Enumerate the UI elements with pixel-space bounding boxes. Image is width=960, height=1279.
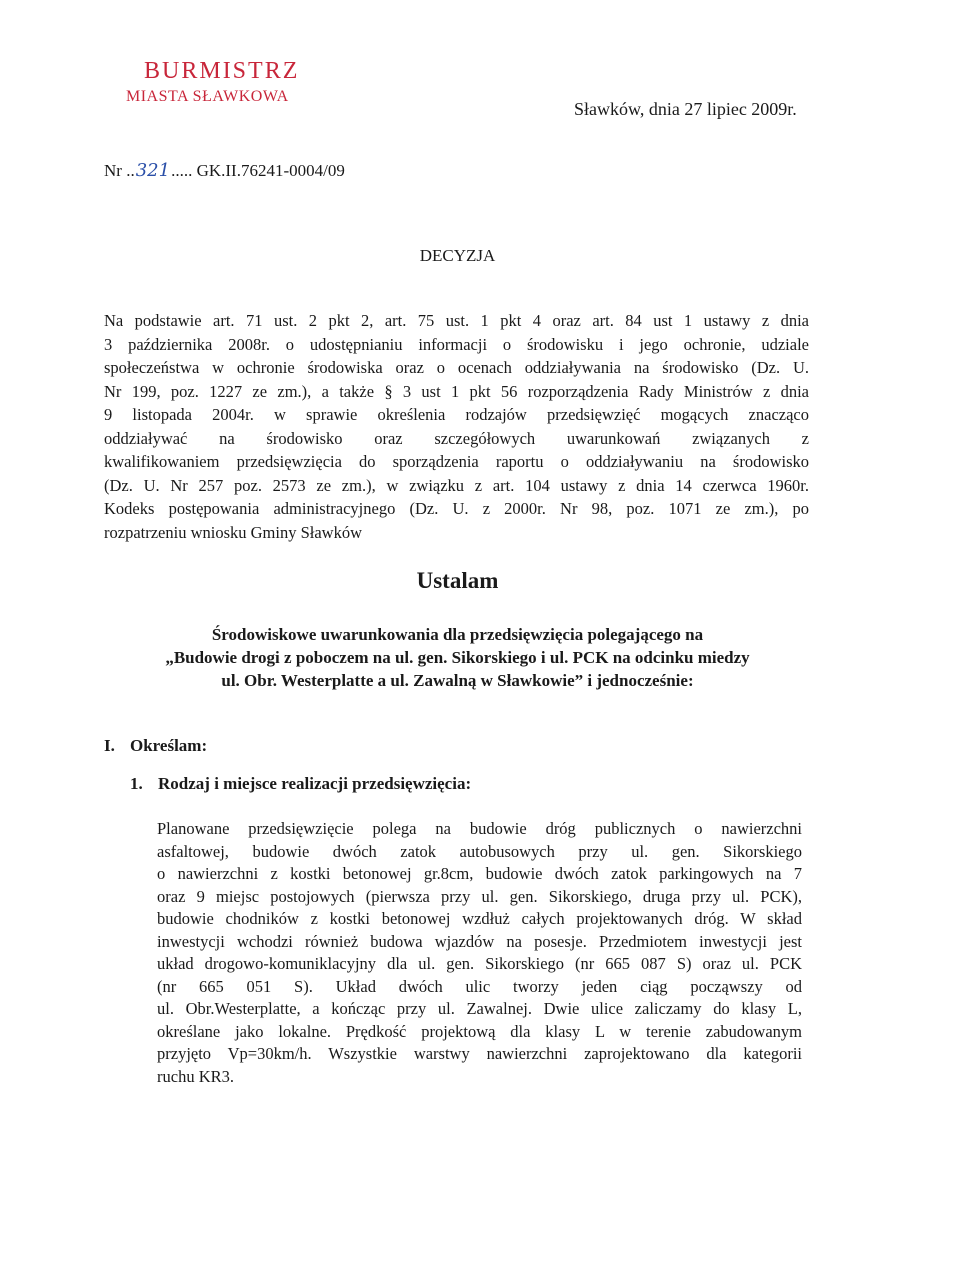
subject-line: „Budowie drogi z poboczem na ul. gen. Sikorskiego i ul. PCK na odcinku miedzy xyxy=(165,648,750,667)
handwritten-number: 321 xyxy=(135,160,171,181)
section-heading-ustalam: Ustalam xyxy=(416,568,499,593)
paragraph-line: oraz 9 miejsc postojowych (pierwsza przy ul. gen. Sikorskiego, druga przy ul. PCK), xyxy=(157,886,802,906)
document-title: DECYZJA xyxy=(419,246,496,265)
paragraph-line: przyjęto Vp=30km/h. Wszystkie warstwy nawierzchni zaprojektowano dla kategorii xyxy=(157,1044,802,1063)
paragraph-line: budowie chodników z kostki betonowej wzdłuż całych projektowanych dróg. W skład xyxy=(157,909,802,928)
section-i-heading xyxy=(104,736,207,756)
subsection-number: 1. xyxy=(130,774,143,793)
place-date: Sławków, dnia 27 lipiec 2009r. xyxy=(574,99,797,119)
paragraph-line: inwestycji wchodzi również budowa wjazdów na posesje. Przedmiotem inwestycji jest xyxy=(157,931,802,951)
paragraph-line: Planowane przedsięwzięcie polega na budowie dróg publicznych o nawierzchni xyxy=(157,819,802,838)
subsection-label: Rodzaj i miejsce realizacji przedsięwzięcia: xyxy=(158,774,472,793)
paragraph-line: (Dz. U. Nr 257 poz. 2573 ze zm.), w związku z art. 104 ustawy z dnia 14 czerwca 1960r. xyxy=(104,475,809,495)
paragraph-line: ul. Obr.Westerplatte, a kończąc przy ul. Zawalnej. Dwie ulice zaliczamy do klasy L, xyxy=(157,999,802,1018)
paragraph-line: Kodeks postępowania administracyjnego (Dz. U. z 2000r. Nr 98, poz. 1071 ze zm.), po xyxy=(104,499,809,518)
paragraph-line: 9 listopada 2004r. w sprawie określenia rodzajów przedsięwzięć mogących znacząco xyxy=(104,405,809,424)
paragraph-line: 3 października 2008r. o udostępnianiu informacji o środowisku i jego ochronie, udziale xyxy=(104,334,809,354)
subject-line: Środowiskowe uwarunkowania dla przedsięwzięcia polegającego na xyxy=(211,625,704,644)
paragraph-line: układ drogowo-komuniklacyjny dla ul. gen. Sikorskiego (nr 665 087 S) oraz ul. PCK xyxy=(157,954,802,973)
paragraph-line: kwalifikowaniem przedsięwzięcia do sporządzenia raportu o oddziaływaniu na środowisko xyxy=(104,452,809,471)
project-description-paragraph xyxy=(157,818,802,1088)
section-label: Określam: xyxy=(130,736,208,755)
decision-subject xyxy=(120,623,795,692)
subsection-1-heading xyxy=(130,774,471,794)
paragraph-line: o nawierzchni z kostki betonowej gr.8cm, budowie dwóch zatok parkingowych na 7 xyxy=(157,864,802,883)
subject-line: ul. Obr. Westerplatte a ul. Zawalną w Sławkowie” i jednocześnie: xyxy=(221,671,694,690)
paragraph-line: społeczeństwa w ochronie środowiska oraz o ocenach oddziaływania na środowisko (Dz. U. xyxy=(104,358,809,377)
reference-number-suffix: ..... GK.II.76241-0004/09 xyxy=(171,161,345,180)
paragraph-line: Na podstawie art. 71 ust. 2 pkt 2, art. 75 ust. 1 pkt 4 oraz art. 84 ust 1 ustawy z dnia xyxy=(104,311,809,330)
paragraph-line: ruchu KR3. xyxy=(157,1066,234,1086)
section-number: I. xyxy=(104,736,115,755)
stamp-title: BURMISTRZ xyxy=(144,58,300,84)
paragraph-line: określane jako lokalne. Prędkość projektową dla klasy L w terenie zabudowanym xyxy=(157,1021,802,1041)
paragraph-line: oddziaływać na środowisko oraz szczegółowych uwarunkowań związanych z xyxy=(104,428,809,448)
reference-number xyxy=(104,160,345,181)
paragraph-line: (nr 665 051 S). Układ dwóch ulic tworzy jeden ciąg począwszy od xyxy=(157,976,802,996)
paragraph-line: Nr 199, poz. 1227 ze zm.), a także § 3 ust 1 pkt 56 rozporządzenia Rady Ministrów z dnia xyxy=(104,381,809,401)
reference-number-prefix: Nr .. xyxy=(104,161,135,180)
legal-basis-paragraph xyxy=(104,309,809,544)
paragraph-line: rozpatrzeniu wniosku Gminy Sławków xyxy=(104,522,362,542)
paragraph-line: asfaltowej, budowie dwóch zatok autobusowych przy ul. gen. Sikorskiego xyxy=(157,841,802,861)
stamp-subtitle: MIASTA SŁAWKOWA xyxy=(126,88,289,105)
